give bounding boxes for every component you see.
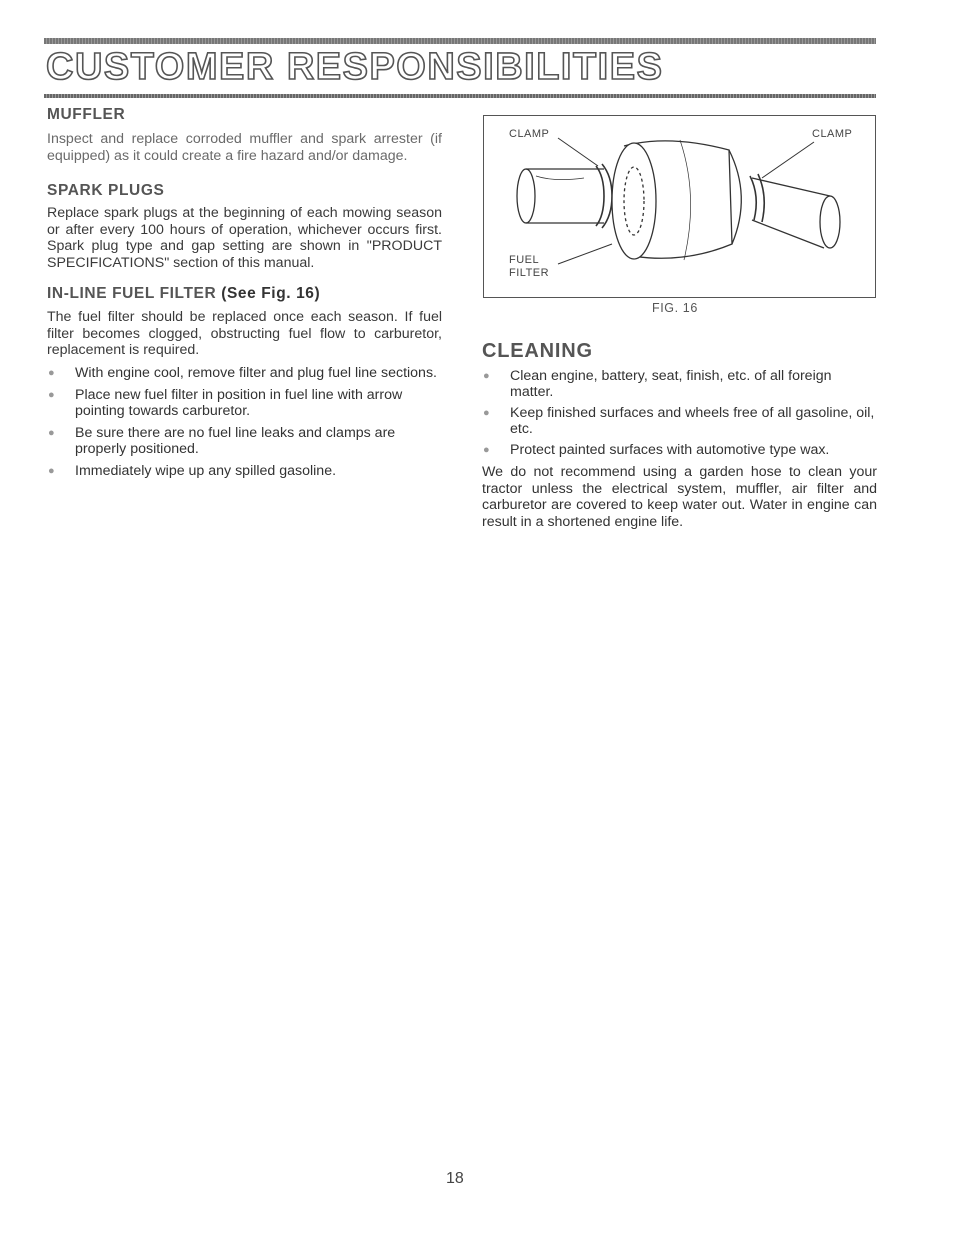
list-item — [47, 387, 442, 419]
fuel-filter-heading-text: IN-LINE FUEL FILTER — [47, 285, 217, 302]
bullet-icon: ● — [483, 444, 490, 456]
bullet-icon: ● — [483, 370, 490, 382]
list-item-text: With engine cool, remove filter and plug fuel line sections. — [75, 364, 437, 381]
list-item — [47, 425, 442, 457]
list-item-text: Keep finished surfaces and wheels free of all gasoline, oil, etc. — [510, 405, 875, 437]
header-rule-bottom — [44, 94, 876, 98]
filter-label: FILTER — [509, 267, 550, 279]
fuel-label: FUEL — [509, 254, 540, 266]
spark-plugs-section — [47, 182, 442, 271]
list-item-text: Immediately wipe up any spilled gasoline. — [75, 462, 337, 479]
bullet-icon: ● — [483, 407, 490, 419]
clamp-label-left: CLAMP — [509, 128, 550, 140]
list-item — [482, 368, 877, 400]
bullet-icon: ● — [48, 464, 55, 477]
fuel-filter-section — [47, 285, 442, 479]
bullet-icon: ● — [48, 388, 55, 401]
muffler-section — [47, 106, 442, 164]
cleaning-section — [482, 340, 877, 530]
figure-16 — [483, 115, 876, 298]
list-item — [47, 365, 442, 381]
cleaning-body: We do not recommend using a garden hose to clean your tractor unless the electrical system, muffler, air filter and carburetor are covered to keep water out. Water in engine can result in a shortened engine life. — [482, 464, 877, 530]
figure-caption: FIG. 16 — [652, 301, 698, 315]
list-item-text: Place new fuel filter in position in fuel line with arrow pointing towards carburetor. — [75, 386, 403, 419]
clamp-label-right: CLAMP — [812, 128, 853, 140]
list-item-text: Be sure there are no fuel line leaks and clamps are properly positioned. — [75, 424, 396, 457]
spark-plugs-body: Replace spark plugs at the beginning of each mowing season or after every 100 hours of operation, whichever occurs first. Spark plug type and gap setting are shown in "PRODUCT SPECIFICATIONS" section of this manual. — [47, 205, 442, 271]
fuel-filter-heading-ref: (See Fig. 16) — [221, 285, 321, 302]
muffler-heading: MUFFLER — [47, 106, 126, 123]
list-item-text: Protect painted surfaces with automotive type wax. — [510, 442, 830, 458]
list-item — [482, 442, 877, 458]
bullet-icon: ● — [48, 366, 55, 379]
fuel-filter-steps — [47, 365, 442, 479]
left-column — [47, 106, 442, 479]
fuel-filter-heading — [47, 285, 442, 303]
list-item-text: Clean engine, battery, seat, finish, etc. of all foreign matter. — [510, 368, 832, 400]
cleaning-list — [482, 368, 877, 458]
page-title: CUSTOMER RESPONSIBILITIES — [46, 46, 664, 88]
cleaning-heading: CLEANING — [482, 340, 593, 362]
list-item — [47, 463, 442, 479]
fuel-filter-body: The fuel filter should be replaced once each season. If fuel filter becomes clogged, obstructing fuel flow to carburetor, replacement is required. — [47, 309, 442, 358]
page-number: 18 — [446, 1170, 464, 1187]
spark-plugs-heading: SPARK PLUGS — [47, 182, 165, 199]
list-item — [482, 405, 877, 437]
muffler-body: Inspect and replace corroded muffler and spark arrester (if equipped) as it could create a fire hazard and/or damage. — [47, 131, 442, 164]
bullet-icon: ● — [48, 426, 55, 439]
